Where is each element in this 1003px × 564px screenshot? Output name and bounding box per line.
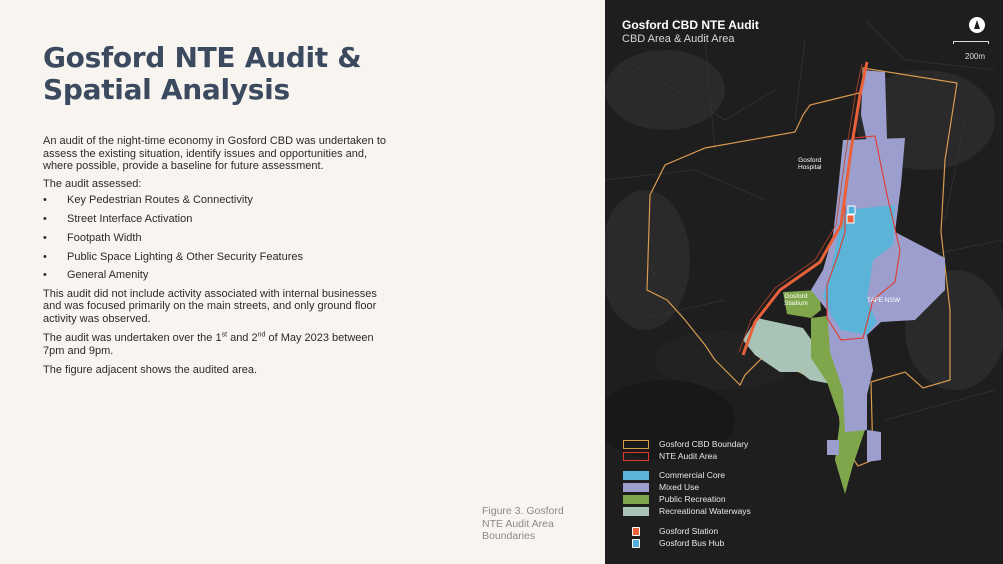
list-item: • Footpath Width [43, 231, 142, 244]
legend-mixed-use: Mixed Use [623, 481, 699, 493]
dates-paragraph: The audit was undertaken over the 1st and 2nd of May 2023 between 7pm and 9pm. [43, 331, 374, 357]
mixed-use-north [861, 70, 887, 142]
label-stadium: Gosford Stadium [784, 293, 808, 307]
label-hospital: Gosford Hospital [798, 157, 822, 171]
exclusion-paragraph: This audit did not include activity associated with internal businesses and was focused primarily on the main streets, and only ground floor activity was observed. [43, 287, 377, 325]
legend-cbd-boundary: Gosford CBD Boundary [623, 438, 748, 450]
list-item: • General Amenity [43, 269, 149, 282]
station-marker [847, 215, 854, 223]
legend-commercial-core: Commercial Core [623, 469, 725, 481]
scale-bar [953, 41, 989, 44]
list-item: • Public Space Lighting & Other Security Features [43, 250, 304, 263]
legend-gosford-bus-hub: Gosford Bus Hub [623, 537, 724, 549]
legend-public-recreation: Public Recreation [623, 493, 726, 505]
bus-hub-icon [632, 539, 640, 548]
mixed-use-south [867, 430, 881, 462]
legend-nte-audit-area: NTE Audit Area [623, 450, 717, 462]
cbd-boundary-swatch [623, 440, 649, 449]
audit-area-swatch [623, 452, 649, 461]
title-line-1: Gosford NTE Audit & [43, 41, 362, 74]
list-item: • Key Pedestrian Routes & Connectivity [43, 194, 253, 207]
north-arrow-icon [969, 17, 985, 33]
mixed-use-island [827, 440, 839, 455]
audit-map [605, 0, 1003, 564]
map-title: Gosford CBD NTE Audit [622, 18, 759, 32]
assessed-label: The audit assessed: [43, 177, 142, 190]
bus-hub-marker [848, 206, 855, 214]
public-recreation-swatch [623, 495, 649, 504]
waterways-swatch [623, 507, 649, 516]
intro-paragraph: An audit of the night-time economy in Gosford CBD was undertaken to assess the existing situation, identify issues and opportunities and, where possible, provide a baseline for future assessment. [43, 135, 387, 172]
legend-gosford-station: Gosford Station [623, 525, 718, 537]
body-text [43, 135, 393, 382]
commercial-core-swatch [623, 471, 649, 480]
map-subtitle: CBD Area & Audit Area [622, 33, 735, 45]
figure-caption: Figure 3. Gosford NTE Audit Area Boundaries [482, 505, 564, 542]
figure-reference: The figure adjacent shows the audited area. [43, 364, 258, 377]
list-item: • Street Interface Activation [43, 212, 193, 225]
title-line-2: Spatial Analysis [43, 73, 290, 106]
assessed-list [43, 191, 393, 285]
label-tafe: TAFE NSW [867, 297, 901, 304]
scale-label: 200m [965, 52, 986, 61]
page-title [43, 42, 583, 106]
train-station-icon [632, 527, 640, 536]
mixed-use-swatch [623, 483, 649, 492]
legend-recreational-waterways: Recreational Waterways [623, 505, 751, 517]
